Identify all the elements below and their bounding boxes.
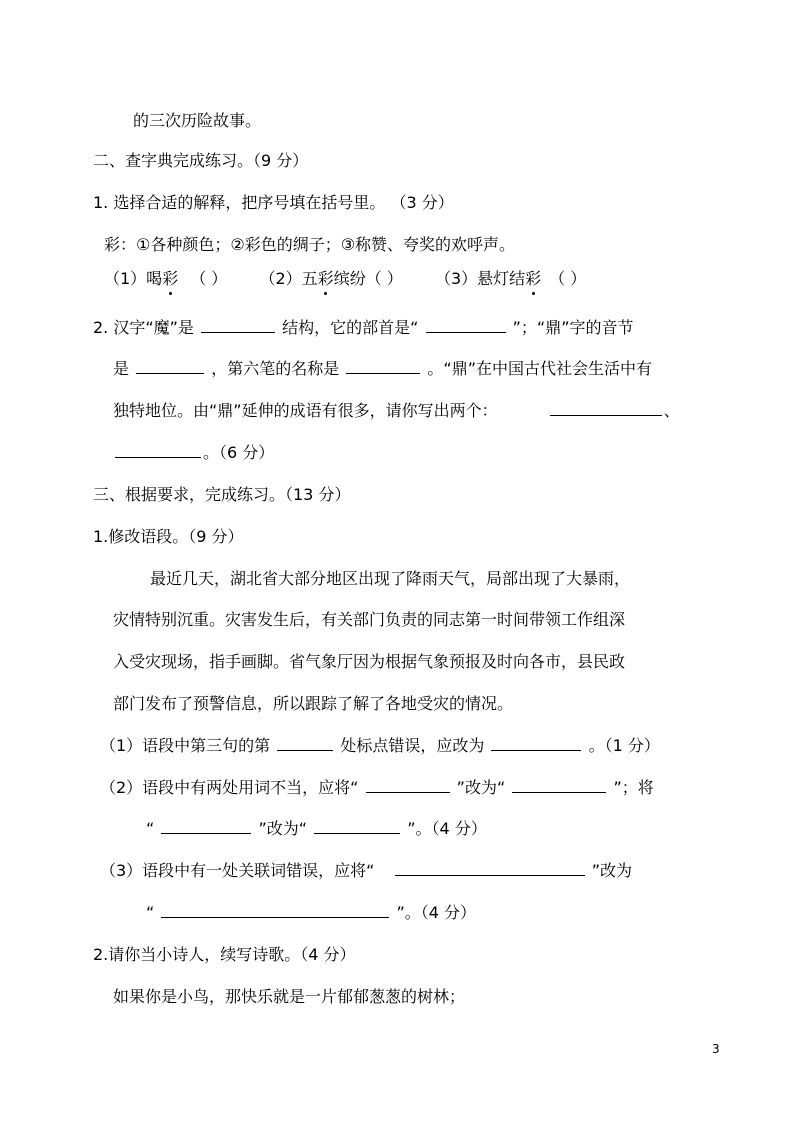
answer-blank[interactable] bbox=[161, 903, 389, 918]
item-1-prefix: （1）喝 bbox=[104, 269, 163, 288]
sub-question bbox=[100, 735, 660, 757]
text-fragment: 2. 汉字“魔”是 bbox=[93, 318, 194, 337]
question-line bbox=[113, 400, 680, 422]
text-fragment: 。“鼎”在中国古代社会生活中有 bbox=[427, 359, 652, 378]
sub-question bbox=[146, 818, 487, 840]
sub-question bbox=[100, 777, 654, 799]
question-line bbox=[113, 358, 652, 380]
text-fragment: 是 bbox=[113, 359, 130, 378]
item-2-post[interactable]: 缤纷（ ） bbox=[333, 269, 403, 288]
text-fragment: （2）语段中有两处用词不当，应将“ bbox=[100, 778, 359, 797]
answer-blank[interactable] bbox=[314, 819, 400, 834]
text-fragment: 独特地位。由“鼎”延伸的成语有很多，请你写出两个： bbox=[113, 401, 498, 420]
paragraph-line: 部门发布了预警信息，所以跟踪了解了各地受灾的情况。 bbox=[113, 694, 514, 713]
question-title: 1. 选择合适的解释，把序号填在括号里。 （3 分） bbox=[93, 193, 454, 212]
text-fragment: ”改为“ bbox=[258, 819, 308, 838]
paragraph-line: 灾情特别沉重。灾害发生后，有关部门负责的同志第一时间带领工作组深 bbox=[113, 610, 626, 629]
text-line: 的三次历险故事。 bbox=[133, 111, 262, 130]
dotted-character: 彩 bbox=[162, 269, 179, 288]
question-title: 2.请你当小诗人，续写诗歌。（4 分） bbox=[93, 945, 356, 964]
answer-blank[interactable] bbox=[277, 736, 333, 751]
text-fragment: ”。（4 分） bbox=[396, 903, 477, 922]
section-heading: 三、根据要求，完成练习。（13 分） bbox=[93, 485, 351, 504]
text-fragment: “ bbox=[146, 903, 155, 922]
text-fragment: 。（6 分） bbox=[203, 443, 275, 462]
text-fragment: ”。（4 分） bbox=[407, 819, 487, 838]
paragraph-line: 最近几天，湖北省大部分地区出现了降雨天气，局部出现了大暴雨， bbox=[150, 569, 631, 588]
text-fragment: ”改为“ bbox=[456, 778, 506, 797]
text-fragment: ”；“鼎”字的音节 bbox=[512, 318, 634, 337]
text-fragment: （1）语段中第三句的第 bbox=[100, 736, 271, 755]
answer-blank[interactable] bbox=[491, 736, 581, 751]
text-fragment: “ bbox=[146, 819, 155, 838]
dotted-character: 彩 bbox=[317, 269, 334, 288]
text-fragment: 、 bbox=[663, 401, 680, 420]
answer-blank[interactable] bbox=[201, 318, 275, 333]
answer-blank[interactable] bbox=[395, 861, 585, 876]
text-fragment: 处标点错误，应改为 bbox=[340, 736, 485, 755]
answer-blank[interactable] bbox=[366, 778, 450, 793]
section-heading: 二、查字典完成练习。（9 分） bbox=[93, 151, 309, 170]
question-title: 1.修改语段。（9 分） bbox=[93, 527, 244, 546]
answer-paren[interactable]: （ ） bbox=[190, 269, 228, 288]
paragraph-line: 入受灾现场，指手画脚。省气象厅因为根据气象预报及时向各市，县民政 bbox=[113, 652, 626, 671]
definition-line: 彩：①各种颜色；②彩色的绸子；③称赞、夸奖的欢呼声。 bbox=[104, 235, 516, 254]
answer-blank[interactable] bbox=[136, 359, 204, 374]
sub-question bbox=[100, 860, 632, 882]
choice-items bbox=[104, 268, 586, 290]
answer-blank[interactable] bbox=[115, 443, 201, 458]
question-line bbox=[113, 442, 274, 464]
page-number: 3 bbox=[712, 1042, 720, 1056]
answer-blank[interactable] bbox=[161, 819, 251, 834]
dotted-character: 彩 bbox=[525, 269, 542, 288]
poem-line: 如果你是小鸟，那快乐就是一片郁郁葱葱的树林； bbox=[113, 987, 466, 1006]
text-fragment: ”改为 bbox=[591, 861, 633, 880]
answer-blank[interactable] bbox=[512, 778, 606, 793]
answer-blank[interactable] bbox=[346, 359, 420, 374]
text-fragment: ”；将 bbox=[613, 778, 654, 797]
answer-blank[interactable] bbox=[550, 401, 662, 416]
item-3-prefix: （3）悬灯结 bbox=[434, 269, 526, 288]
text-fragment: ，第六笔的名称是 bbox=[211, 359, 340, 378]
text-fragment: 结构，它的部首是“ bbox=[282, 318, 419, 337]
item-2-prefix: （2）五 bbox=[259, 269, 318, 288]
question-line bbox=[93, 317, 633, 339]
text-fragment: 。（1 分） bbox=[588, 736, 660, 755]
answer-blank[interactable] bbox=[426, 318, 506, 333]
sub-question bbox=[146, 902, 476, 924]
answer-paren[interactable]: （ ） bbox=[549, 269, 587, 288]
text-fragment: （3）语段中有一处关联词错误，应将“ bbox=[100, 861, 375, 880]
